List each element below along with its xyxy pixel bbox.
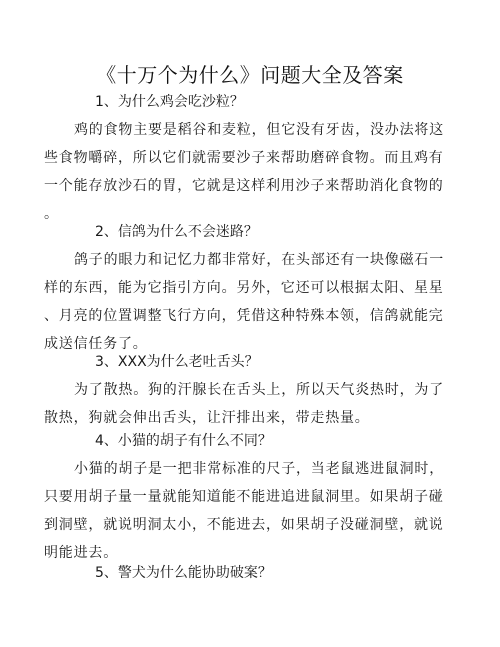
question-2-heading: 2、信鸽为什么不会迷路？ <box>95 224 258 240</box>
question-4-heading: 4、小猫的胡子有什么不同？ <box>95 433 272 449</box>
answer-4-line-3: 到洞壁，就说明洞太小，不能进去，如果胡子没碰洞壁，就说 <box>44 517 444 533</box>
answer-3-line-1: 为了散热。狗的汗腺长在舌头上，所以天气炎热时，为了 <box>74 382 444 398</box>
answer-1-line-3: 一个能存放沙石的胃，它就是这样利用沙子来帮助消化食物的 <box>44 178 444 194</box>
page-title: 《十万个为什么》问题大全及答案 <box>96 63 404 87</box>
answer-4-line-4: 明能进去。 <box>44 545 118 561</box>
answer-1-line-2: 些食物嚼碎，所以它们就需要沙子来帮助磨碎食物。而且鸡有 <box>44 150 444 166</box>
question-1-heading: 1、为什么鸡会吃沙粒？ <box>95 94 244 110</box>
answer-1 <box>44 116 460 228</box>
answer-4 <box>44 455 460 567</box>
answer-2-line-4: 成送信任务了。 <box>44 336 148 352</box>
answer-2 <box>44 246 460 358</box>
question-3-heading: 3、XXX为什么老吐舌头？ <box>95 354 259 370</box>
answer-3-line-2: 散热，狗就会伸出舌头，让汗排出来，带走热量。 <box>44 410 370 426</box>
answer-4-line-2: 只要用胡子量一量就能知道能不能进追进鼠洞里。如果胡子碰 <box>44 489 444 505</box>
answer-2-line-1: 鸽子的眼力和记忆力都非常好，在头部还有一块像磁石一 <box>74 252 444 268</box>
answer-2-line-3: 、月亮的位置调整飞行方向，凭借这种特殊本领，信鸽就能完 <box>44 308 444 324</box>
answer-1-line-1: 鸡的食物主要是稻谷和麦粒，但它没有牙齿，没办法将这 <box>74 122 444 138</box>
answer-2-line-2: 样的东西，能为它指引方向。另外，它还可以根据太阳、星星 <box>44 280 444 296</box>
question-5-heading: 5、警犬为什么能协助破案？ <box>95 565 272 581</box>
answer-1-line-4: 。 <box>44 206 59 222</box>
answer-3 <box>44 376 460 432</box>
answer-4-line-1: 小猫的胡子是一把非常标准的尺子，当老鼠逃进鼠洞时， <box>74 461 444 477</box>
